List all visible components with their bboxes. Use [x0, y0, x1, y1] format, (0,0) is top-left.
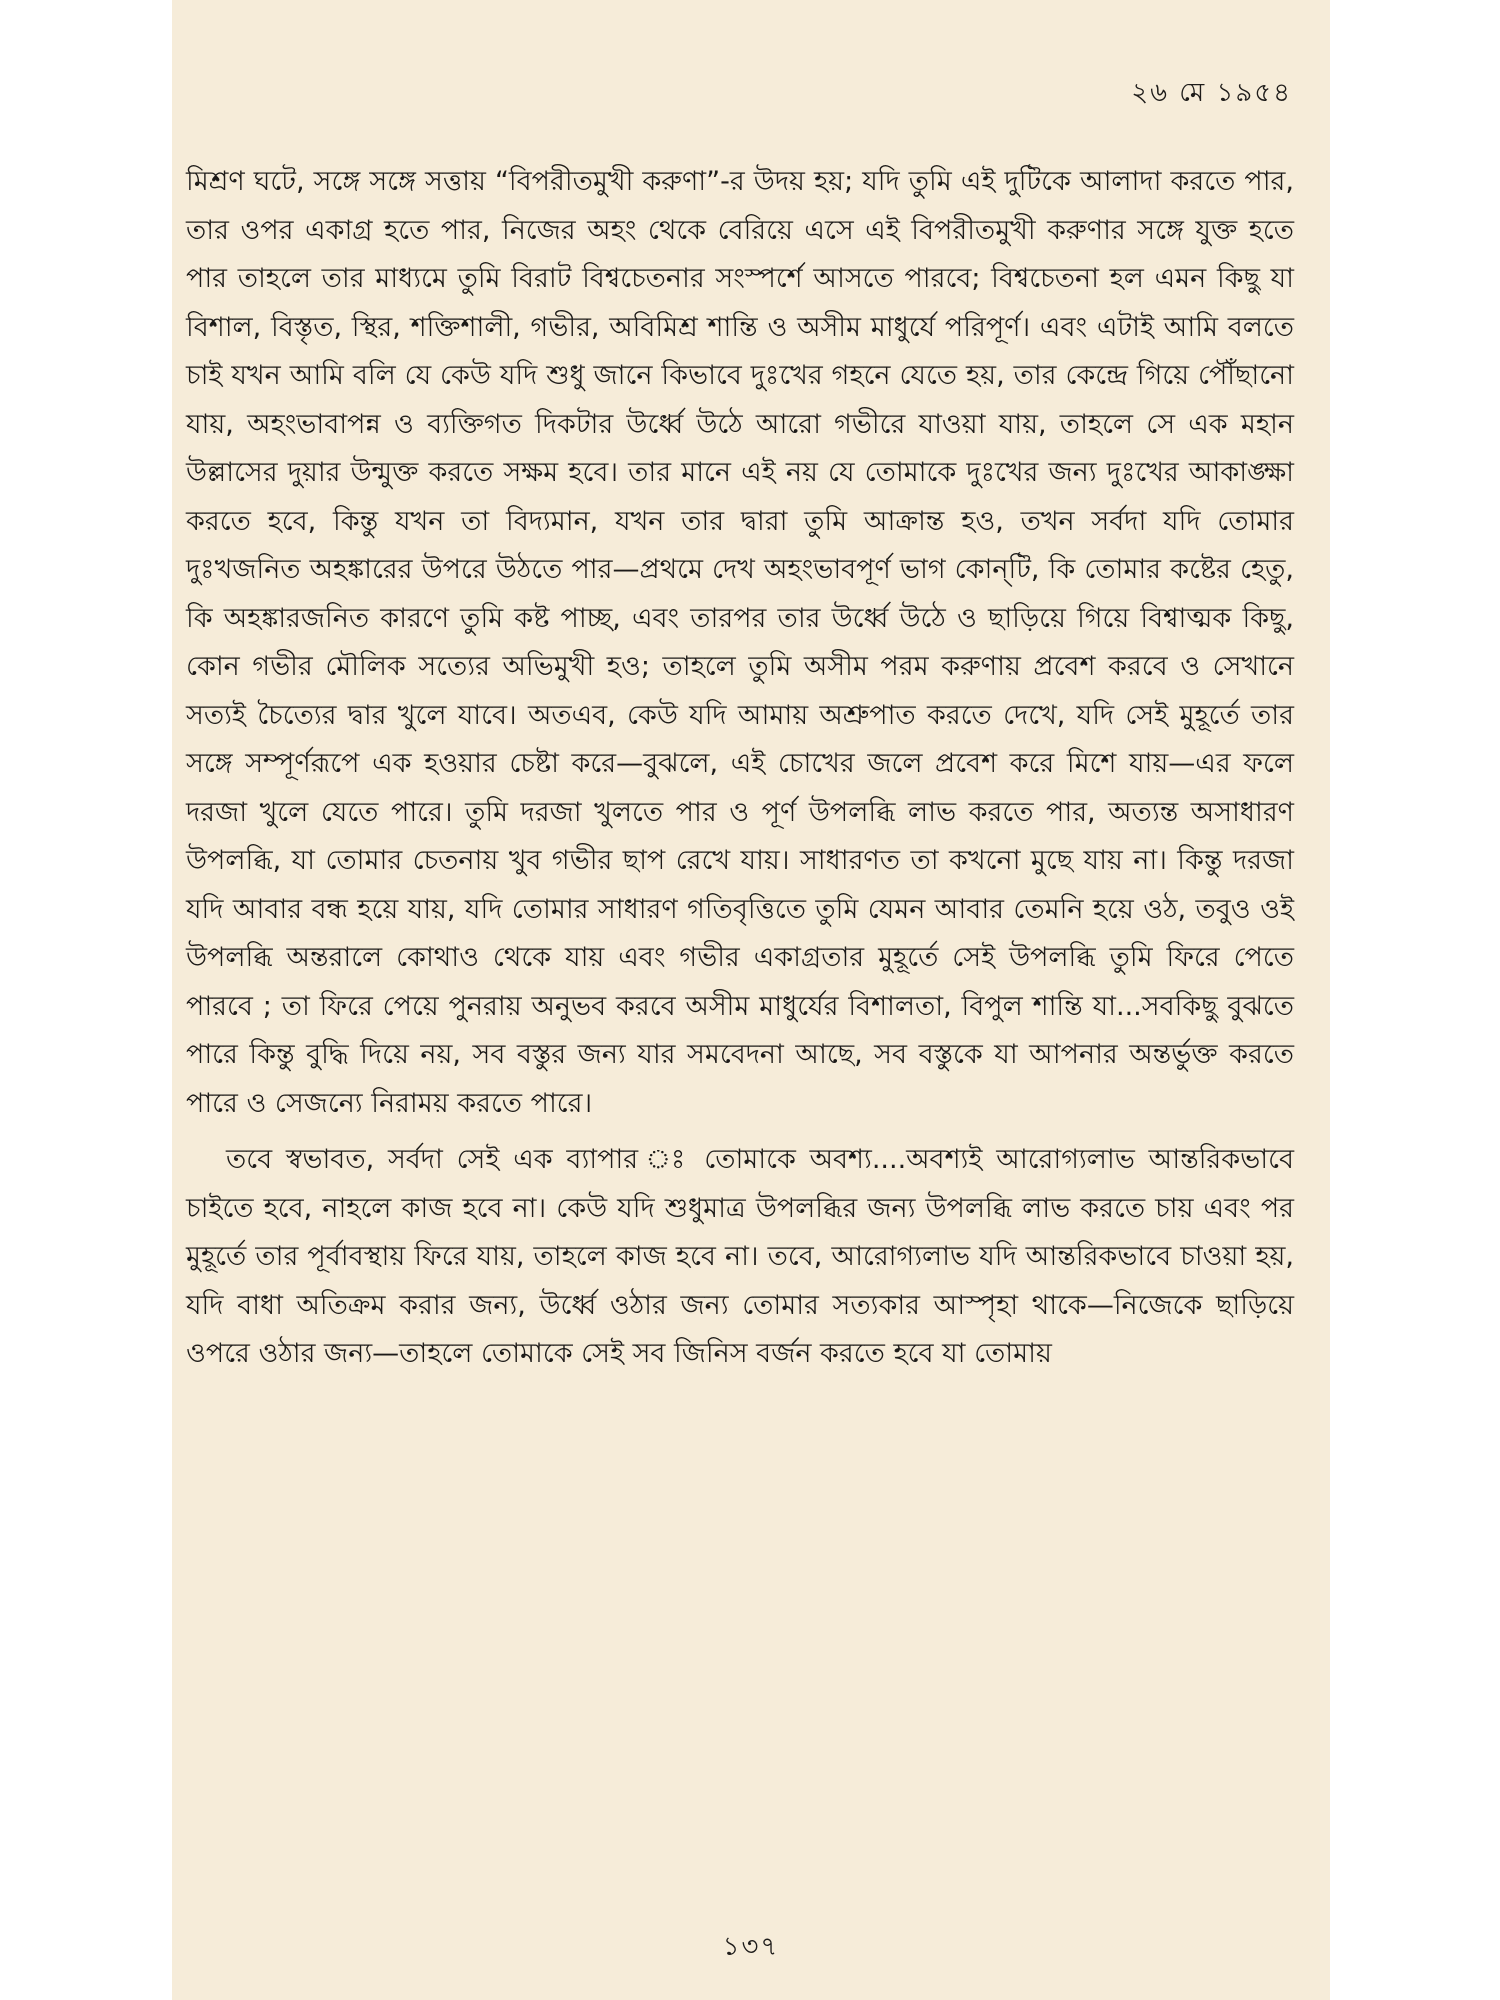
- paragraph-2: তবে স্বভাবত, সর্বদা সেই এক ব্যাপার ঃ তোমাকে অবশ্য....অবশ্যই আরোগ্যলাভ আন্তরিকভাবে চাইতে হবে, নাহলে কাজ হবে না। কেউ যদি শুধুমাত্র উপলব্ধির জন্য উপলব্ধি লাভ করতে চায় এবং পর মুহূর্তে তার পূর্বাবস্থায় ফিরে যায়, তাহলে কাজ হবে না। তবে, আরোগ্যলাভ যদি আন্তরিকভাবে চাওয়া হয়, যদি বাধা অতিক্রম করার জন্য, উর্ধ্বে ওঠার জন্য তোমার সত্যকার আস্পৃহা থাকে—নিজেকে ছাড়িয়ে ওপরে ওঠার জন্য—তাহলে তোমাকে সেই সব জিনিস বর্জন করতে হবে যা তোমায়: [186, 1144, 1294, 1369]
- page-number: ১৩৭: [722, 1932, 780, 1962]
- book-page: [172, 0, 1330, 2000]
- paragraph-1: মিশ্রণ ঘটে, সঙ্গে সঙ্গে সত্তায় “বিপরীতমুখী করুণা”-র উদয় হয়; যদি তুমি এই দুটিকে আলাদা করতে পার, তার ওপর একাগ্র হতে পার, নিজের অহং থেকে বেরিয়ে এসে এই বিপরীতমুখী করুণার সঙ্গে যুক্ত হতে পার তাহলে তার মাধ্যমে তুমি বিরাট বিশ্বচেতনার সংস্পর্শে আসতে পারবে; বিশ্বচেতনা হল এমন কিছু যা বিশাল, বিস্তৃত, স্থির, শক্তিশালী, গভীর, অবিমিশ্র শান্তি ও অসীম মাধুর্যে পরিপূর্ণ। এবং এটাই আমি বলতে চাই যখন আমি বলি যে কেউ যদি শুধু জানে কিভাবে দুঃখের গহনে যেতে হয়, তার কেন্দ্রে গিয়ে পৌঁছানো যায়, অহংভাবাপন্ন ও ব্যক্তিগত দিকটার উর্ধ্বে উঠে আরো গভীরে যাওয়া যায়, তাহলে সে এক মহান উল্লাসের দুয়ার উন্মুক্ত করতে সক্ষম হবে। তার মানে এই নয় যে তোমাকে দুঃখের জন্য দুঃখের আকাঙ্ক্ষা করতে হবে, কিন্তু যখন তা বিদ্যমান, যখন তার দ্বারা তুমি আক্রান্ত হও, তখন সর্বদা যদি তোমার দুঃখজনিত অহঙ্কারের উপরে উঠতে পার—প্রথমে দেখ অহংভাবপূর্ণ ভাগ কোন্‌টি, কি তোমার কষ্টের হেতু, কি অহঙ্কারজনিত কারণে তুমি কষ্ট পাচ্ছ, এবং তারপর তার উর্ধ্বে উঠে ও ছাড়িয়ে গিয়ে বিশ্বাত্মক কিছু, কোন গভীর মৌলিক সত্যের অভিমুখী হও; তাহলে তুমি অসীম পরম করুণায় প্রবেশ করবে ও সেখানে সত্যই চৈত্যের দ্বার খুলে যাবে। অতএব, কেউ যদি আমায় অশ্রুপাত করতে দেখে, যদি সেই মুহূর্তে তার সঙ্গে সম্পূর্ণরূপে এক হওয়ার চেষ্টা করে—বুঝলে, এই চোখের জলে প্রবেশ করে মিশে যায়—এর ফলে দরজা খুলে যেতে পারে। তুমি দরজা খুলতে পার ও পূর্ণ উপলব্ধি লাভ করতে পার, অত্যন্ত অসাধারণ উপলব্ধি, যা তোমার চেতনায় খুব গভীর ছাপ রেখে যায়। সাধারণত তা কখনো মুছে যায় না। কিন্তু দরজা যদি আবার বন্ধ হয়ে যায়, যদি তোমার সাধারণ গতিবৃত্তিতে তুমি যেমন আবার তেমনি হয়ে ওঠ, তবুও ওই উপলব্ধি অন্তরালে কোথাও থেকে যায় এবং গভীর একাগ্রতার মুহূর্তে সেই উপলব্ধি তুমি ফিরে পেতে পারবে ; তা ফিরে পেয়ে পুনরায় অনুভব করবে অসীম মাধুর্যের বিশালতা, বিপুল শান্তি যা...সবকিছু বুঝতে পারে কিন্তু বুদ্ধি দিয়ে নয়, সব বস্তুর জন্য যার সমবেদনা আছে, সব বস্তুকে যা আপনার অন্তর্ভুক্ত করতে পারে ও সেজন্যে নিরাময় করতে পারে।: [186, 166, 1294, 1119]
- body-text: [186, 158, 1294, 1379]
- running-head-date: ২৬ মে ১৯৫৪: [1131, 78, 1292, 108]
